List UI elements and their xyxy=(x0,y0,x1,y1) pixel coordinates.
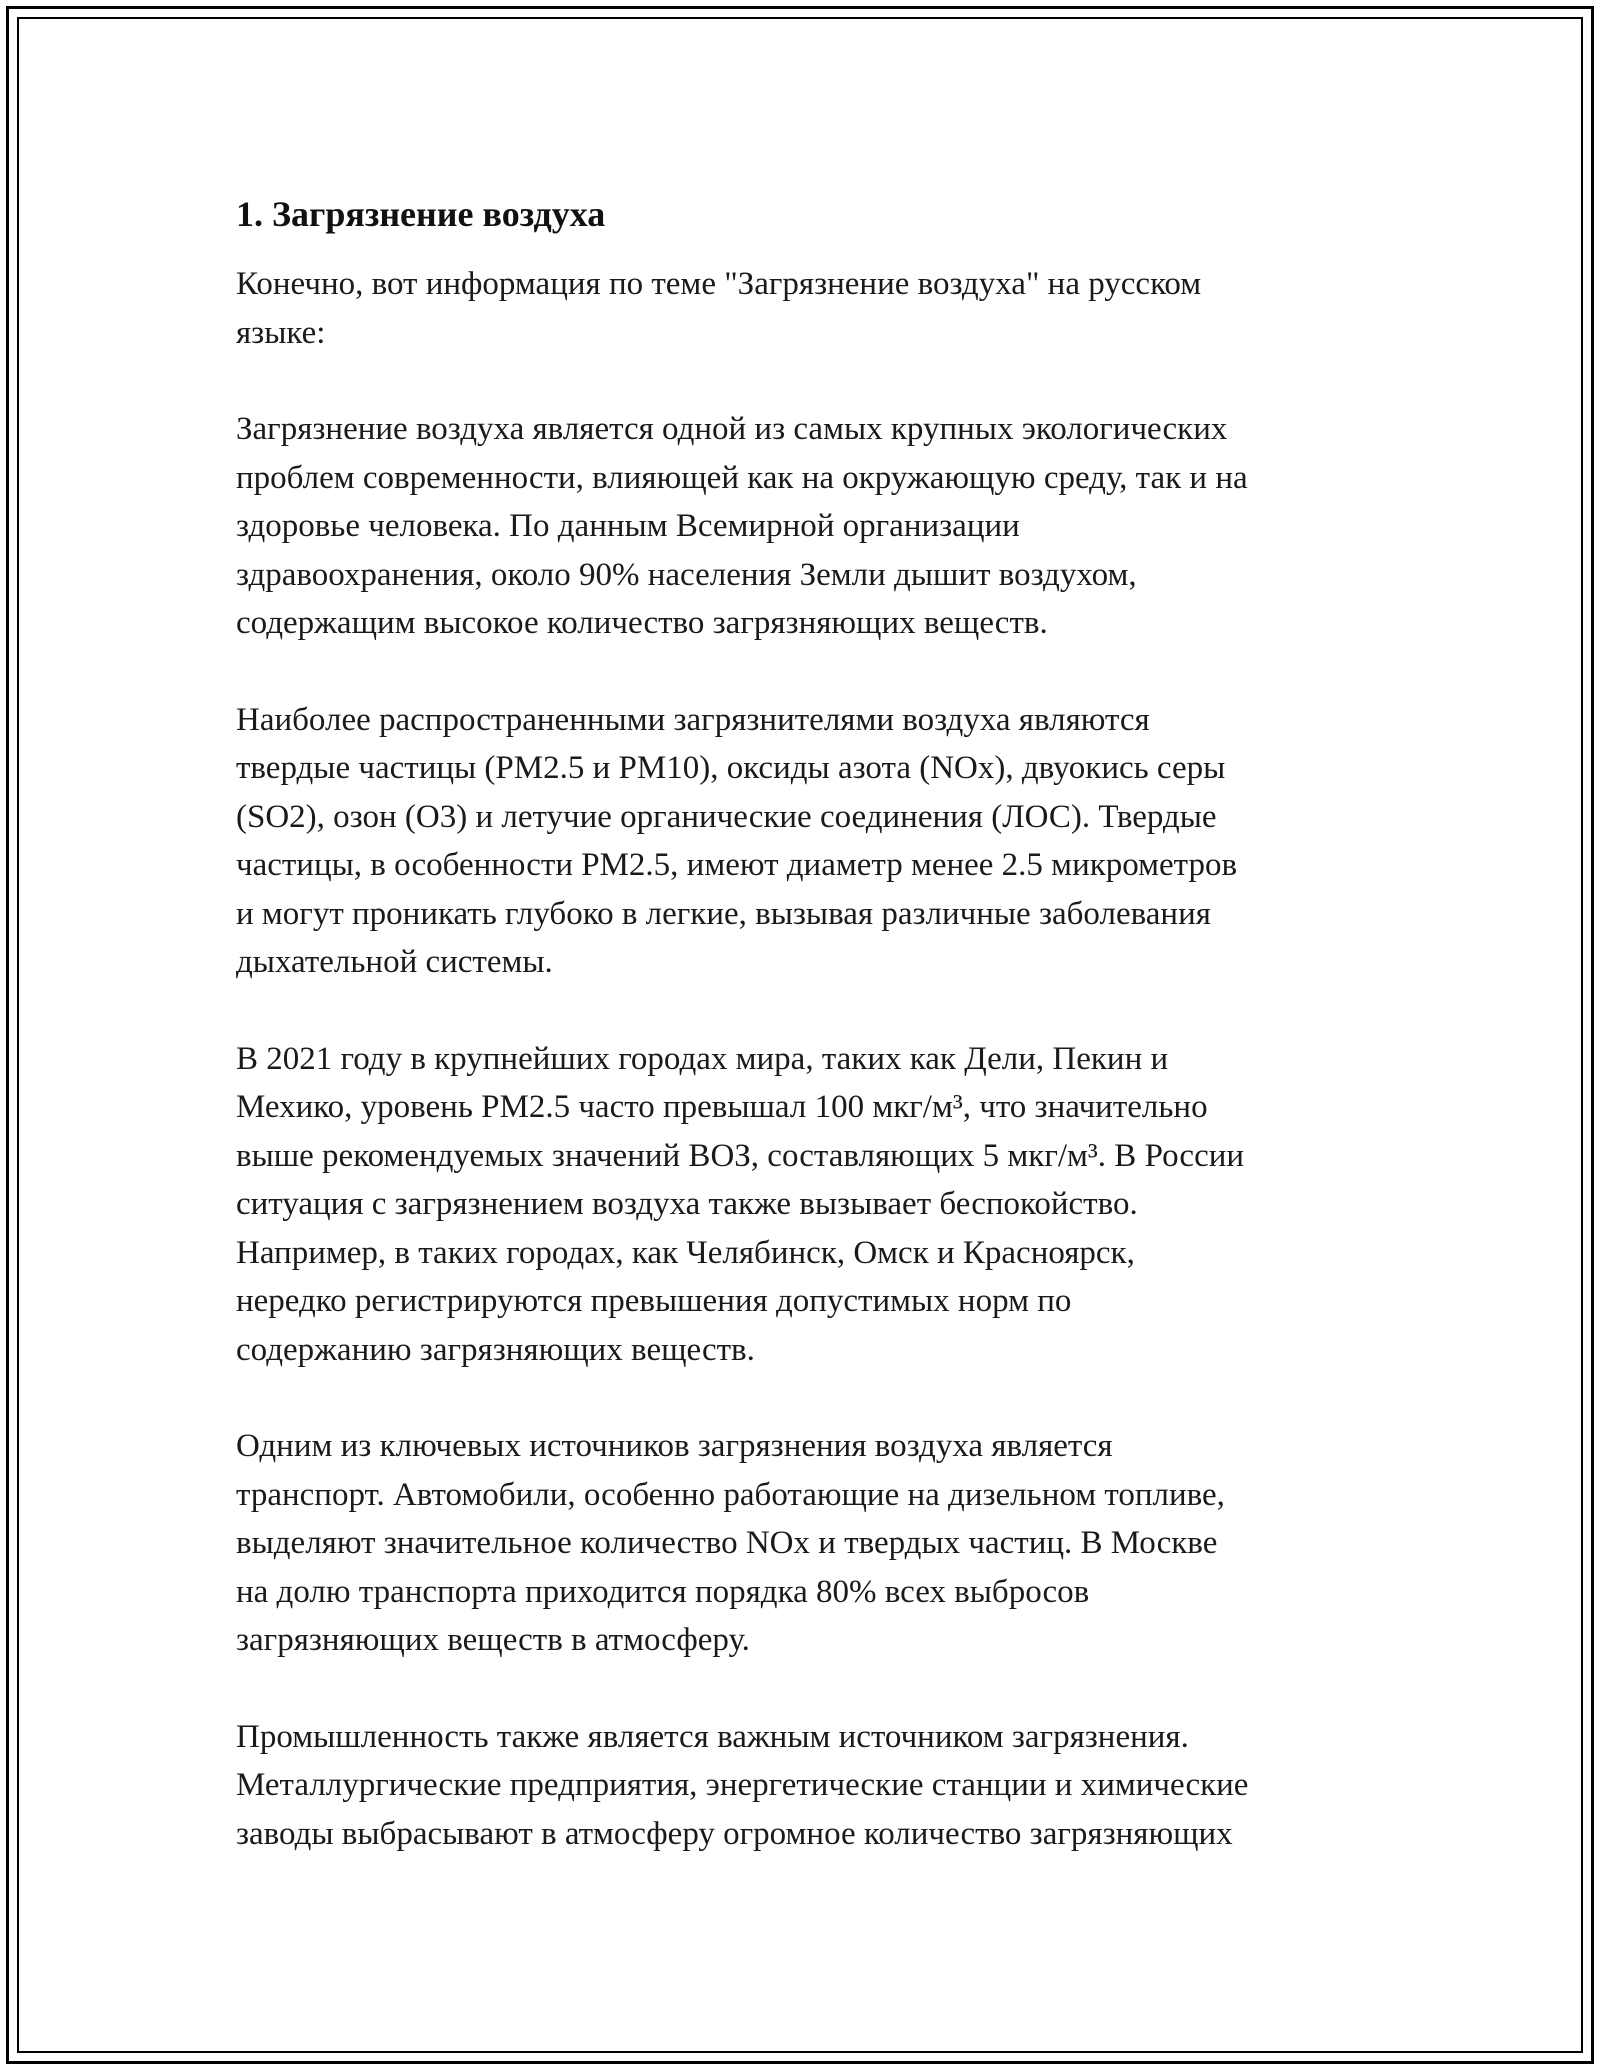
text-line: загрязняющих веществ в атмосферу. xyxy=(236,1622,750,1658)
text-line: В 2021 году в крупнейших городах мира, таких как Дели, Пекин и xyxy=(236,1040,1169,1077)
text-line: и могут проникать глубоко в легкие, вызывая различные заболевания xyxy=(236,895,1211,932)
paragraph-overview xyxy=(236,405,1386,648)
text-line: твердые частицы (PM2.5 и PM10), оксиды азота (NOx), двуокись серы xyxy=(236,750,1226,786)
text-line: Например, в таких городах, как Челябинск, Омск и Красноярск, xyxy=(236,1234,1135,1271)
text-line: выше рекомендуемых значений ВОЗ, составляющих 5 мкг/м³. В России xyxy=(236,1137,1245,1174)
text-line: Промышленность также является важным источником загрязнения. xyxy=(236,1718,1189,1755)
text-line: проблем современности, влияющей как на окружающую среду, так и на xyxy=(236,459,1248,496)
text-line: выделяют значительное количество NOx и твердых частиц. В Москве xyxy=(236,1525,1218,1561)
text-line: содержанию загрязняющих веществ. xyxy=(236,1331,755,1368)
text-line: здоровье человека. По данным Всемирной организации xyxy=(236,508,1020,544)
paragraph-intro xyxy=(236,260,1386,357)
text-line: Мехико, уровень PM2.5 часто превышал 100 мкг/м³, что значительно xyxy=(236,1089,1208,1125)
text-line: Конечно, вот информация по теме "Загрязнение воздуха" на русском xyxy=(236,266,1202,302)
text-line: транспорт. Автомобили, особенно работающие на дизельном топливе, xyxy=(236,1476,1225,1513)
paragraph-pollutants xyxy=(236,696,1386,987)
text-line: (SO2), озон (O3) и летучие органические соединения (ЛОС). Твердые xyxy=(236,798,1217,835)
text-line: Наиболее распространенными загрязнителями воздуха являются xyxy=(236,701,1150,738)
text-line: дыхательной системы. xyxy=(236,944,553,980)
text-line: Металлургические предприятия, энергетические станции и химические xyxy=(236,1767,1249,1803)
text-line: Загрязнение воздуха является одной из самых крупных экологических xyxy=(236,411,1228,447)
text-line: языке: xyxy=(236,314,326,351)
paragraph-cities xyxy=(236,1035,1386,1375)
text-line: содержащим высокое количество загрязняющих веществ. xyxy=(236,605,1048,641)
text-line: ситуация с загрязнением воздуха также вызывает беспокойство. xyxy=(236,1186,1138,1222)
document-body xyxy=(236,188,1386,1906)
text-line: здравоохранения, около 90% населения Земли дышит воздухом, xyxy=(236,556,1137,593)
text-line: заводы выбрасывают в атмосферу огромное количество загрязняющих xyxy=(236,1815,1233,1852)
paragraph-transport xyxy=(236,1422,1386,1665)
text-line: Одним из ключевых источников загрязнения воздуха является xyxy=(236,1428,1113,1464)
text-line: на долю транспорта приходится порядка 80% всех выбросов xyxy=(236,1573,1090,1610)
section-heading: 1. Загрязнение воздуха xyxy=(236,194,606,234)
paragraph-industry xyxy=(236,1713,1386,1859)
text-line: нередко регистрируются превышения допустимых норм по xyxy=(236,1283,1072,1319)
text-line: частицы, в особенности PM2.5, имеют диаметр менее 2.5 микрометров xyxy=(236,847,1238,883)
